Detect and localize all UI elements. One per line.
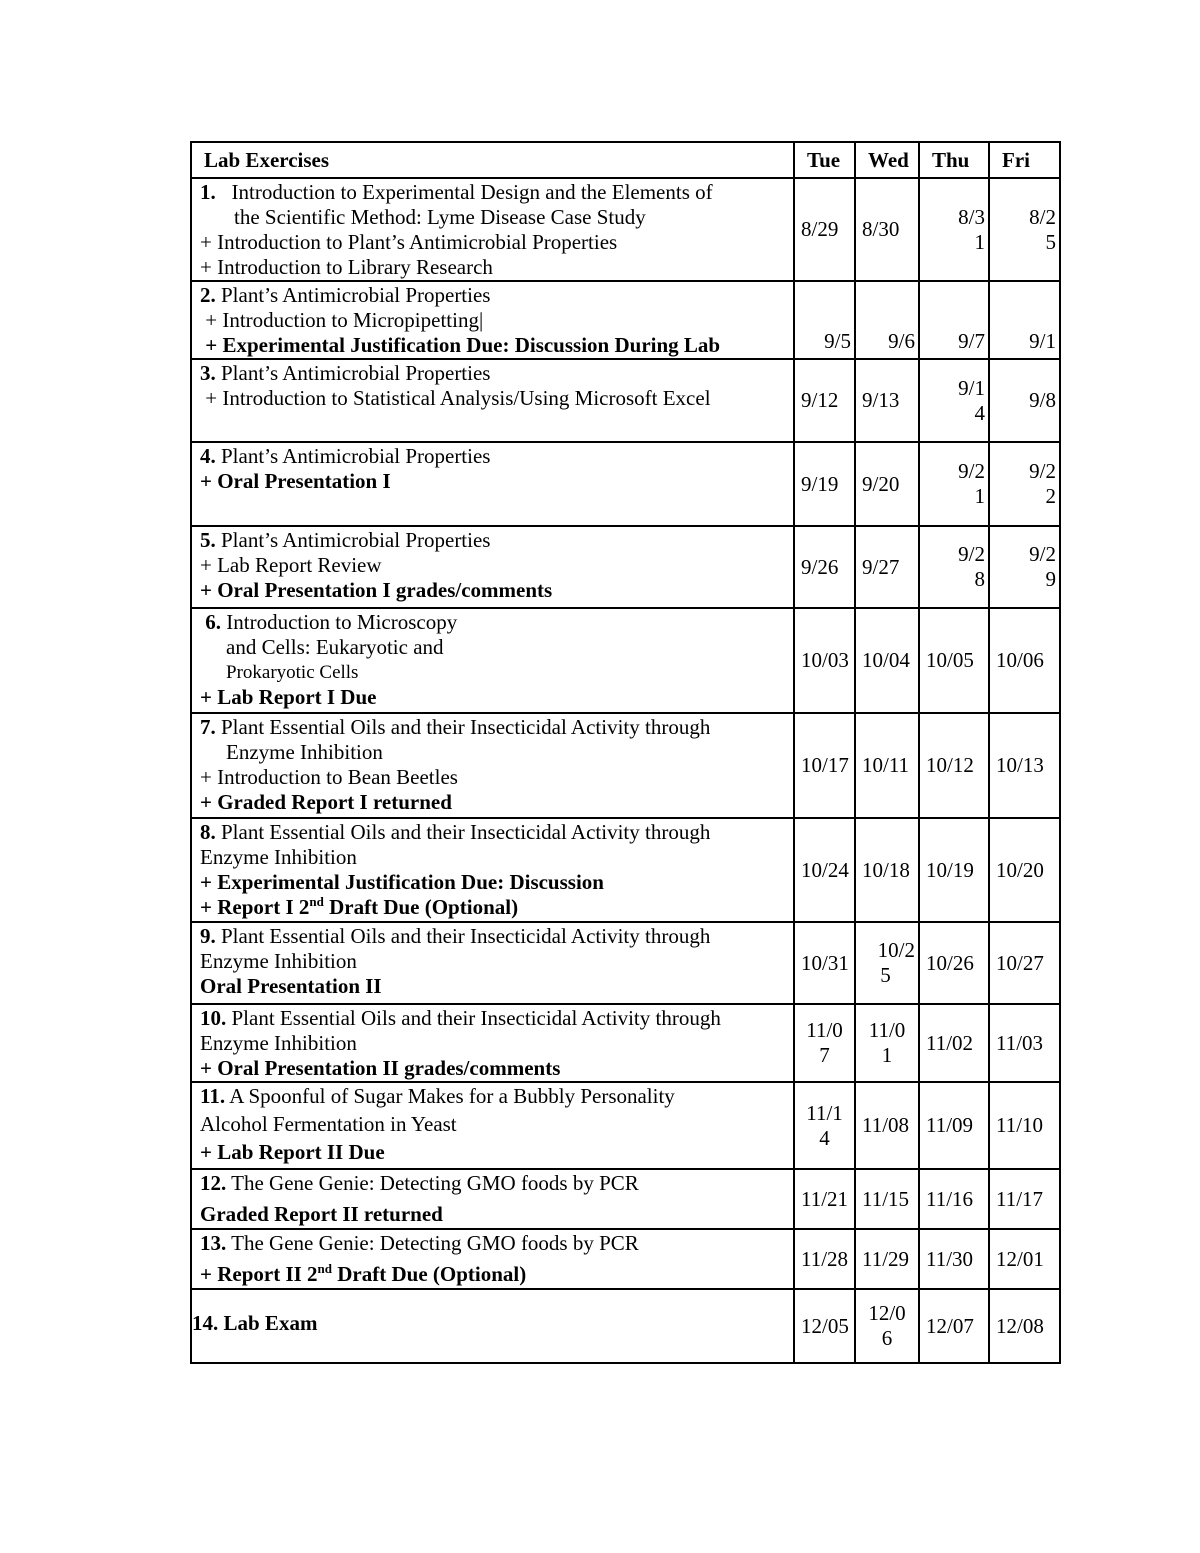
exercise-text: Plant’s Antimicrobial Properties: [221, 528, 491, 552]
exercise-text: Plant Essential Oils and their Insecticidal Activity through: [221, 820, 711, 844]
date-fri: 10/20: [989, 818, 1060, 922]
exercise-cell: [191, 608, 794, 713]
exercise-cell: [191, 922, 794, 1004]
table-row: [191, 922, 1060, 1004]
date-thu: 10/12: [919, 713, 989, 818]
exercise-cell: [191, 1082, 794, 1169]
date-tue: 11/28: [794, 1229, 855, 1289]
exercise-text: + Experimental Justification Due: Discussion: [200, 870, 604, 894]
superscript: nd: [309, 894, 324, 909]
date-wed: 11/0 1: [855, 1004, 919, 1082]
date-wed: 11/15: [855, 1169, 919, 1229]
exercise-text: Plant Essential Oils and their Insecticidal Activity through: [231, 1006, 721, 1030]
exercise-number: 9.: [200, 924, 216, 948]
exercise-text: Plant’s Antimicrobial Properties: [221, 444, 491, 468]
exercise-text: + Introduction to Statistical Analysis/Using Microsoft Excel: [205, 386, 711, 410]
date-thu: 9/7: [919, 281, 989, 359]
table-row: [191, 1229, 1060, 1289]
date-fri: 10/06: [989, 608, 1060, 713]
date-wed: 10/2 5: [855, 922, 919, 1004]
date-fri: 9/8: [989, 359, 1060, 442]
exercise-text: Lab Exam: [223, 1310, 318, 1335]
exercise-text: + Lab Report Review: [200, 553, 382, 577]
table-row: [191, 281, 1060, 359]
exercise-number: 14.: [192, 1310, 219, 1335]
date-thu: 8/3 1: [919, 178, 989, 281]
date-thu: 11/30: [919, 1229, 989, 1289]
date-tue: 10/24: [794, 818, 855, 922]
date-thu: 10/19: [919, 818, 989, 922]
date-wed: 9/20: [855, 442, 919, 526]
exercise-number: 10.: [200, 1006, 227, 1030]
date-wed: 10/04: [855, 608, 919, 713]
exercise-cell: [191, 1289, 794, 1363]
exercise-text: + Oral Presentation I grades/comments: [200, 578, 553, 602]
date-fri: 11/10: [989, 1082, 1060, 1169]
date-thu: 9/1 4: [919, 359, 989, 442]
date-thu: 10/05: [919, 608, 989, 713]
exercise-text: + Lab Report I Due: [200, 685, 377, 709]
exercise-text: Draft Due (Optional): [332, 1262, 527, 1286]
header-lab-exercises: Lab Exercises: [191, 142, 794, 178]
exercise-text: + Report I 2: [200, 895, 310, 919]
exercise-text: Oral Presentation II: [200, 974, 382, 998]
header-thu: Thu: [919, 142, 989, 178]
date-thu: 12/07: [919, 1289, 989, 1363]
table-row: [191, 442, 1060, 526]
date-wed: 10/11: [855, 713, 919, 818]
exercise-number: 7.: [200, 715, 216, 739]
exercise-text: + Graded Report I returned: [200, 790, 452, 814]
exercise-text: Plant’s Antimicrobial Properties: [221, 361, 491, 385]
date-tue: 11/1 4: [794, 1082, 855, 1169]
exercise-text: + Introduction to Library Research: [200, 255, 493, 279]
date-fri: 12/08: [989, 1289, 1060, 1363]
date-thu: 9/2 1: [919, 442, 989, 526]
exercise-number: 13.: [200, 1231, 227, 1255]
date-wed: 10/18: [855, 818, 919, 922]
date-wed: 11/08: [855, 1082, 919, 1169]
exercise-cell: [191, 713, 794, 818]
exercise-text: Plant’s Antimicrobial Properties: [221, 283, 491, 307]
exercise-text: the Scientific Method: Lyme Disease Case Study: [234, 205, 646, 229]
table-row: [191, 1169, 1060, 1229]
exercise-text: + Report II 2: [200, 1262, 318, 1286]
date-fri: 9/2 2: [989, 442, 1060, 526]
date-fri: 8/2 5: [989, 178, 1060, 281]
exercise-cell: [191, 1169, 794, 1229]
date-tue: 9/26: [794, 526, 855, 608]
lab-schedule-table: [190, 141, 1061, 1364]
exercise-text: Alcohol Fermentation in Yeast: [200, 1112, 457, 1136]
date-tue: 10/17: [794, 713, 855, 818]
exercise-text: Enzyme Inhibition: [200, 1031, 357, 1055]
exercise-text: and Cells: Eukaryotic and: [226, 635, 444, 659]
exercise-text: A Spoonful of Sugar Makes for a Bubbly Personality: [229, 1084, 675, 1108]
date-thu: 11/09: [919, 1082, 989, 1169]
date-fri: 12/01: [989, 1229, 1060, 1289]
exercise-number: 1.: [200, 180, 216, 204]
exercise-text: Enzyme Inhibition: [200, 949, 357, 973]
date-wed: 11/29: [855, 1229, 919, 1289]
exercise-text: + Lab Report II Due: [200, 1140, 385, 1164]
date-wed: 9/27: [855, 526, 919, 608]
exercise-text: Enzyme Inhibition: [226, 740, 383, 764]
exercise-cell: [191, 178, 794, 281]
header-row: [191, 142, 1060, 178]
exercise-text: Enzyme Inhibition: [200, 845, 357, 869]
header-fri: Fri: [989, 142, 1060, 178]
table-row: [191, 526, 1060, 608]
exercise-cell: [191, 442, 794, 526]
date-thu: 9/2 8: [919, 526, 989, 608]
date-tue: 11/21: [794, 1169, 855, 1229]
date-fri: 10/13: [989, 713, 1060, 818]
table-row: [191, 359, 1060, 442]
header-wed: Wed: [855, 142, 919, 178]
exercise-cell: [191, 818, 794, 922]
exercise-number: 4.: [200, 444, 216, 468]
exercise-text: + Introduction to Micropipetting|: [205, 308, 484, 332]
exercise-cell: [191, 359, 794, 442]
exercise-cell: [191, 1229, 794, 1289]
date-fri: 11/17: [989, 1169, 1060, 1229]
exercise-text: The Gene Genie: Detecting GMO foods by PCR: [231, 1231, 639, 1255]
exercise-text: Graded Report II returned: [200, 1202, 443, 1226]
superscript: nd: [317, 1261, 333, 1276]
date-wed: 9/13: [855, 359, 919, 442]
date-fri: 9/1: [989, 281, 1060, 359]
table-row: [191, 1289, 1060, 1363]
exercise-text: Introduction to Microscopy: [226, 610, 458, 634]
exercise-text: + Introduction to Bean Beetles: [200, 765, 458, 789]
date-fri: 11/03: [989, 1004, 1060, 1082]
date-thu: 11/02: [919, 1004, 989, 1082]
exercise-text: The Gene Genie: Detecting GMO foods by PCR: [231, 1171, 639, 1195]
exercise-text: Prokaryotic Cells: [226, 662, 359, 683]
table-row: [191, 1004, 1060, 1082]
exercise-number: 2.: [200, 283, 216, 307]
exercise-number: 11.: [200, 1084, 226, 1108]
exercise-number: 3.: [200, 361, 216, 385]
date-thu: 11/16: [919, 1169, 989, 1229]
date-fri: 9/2 9: [989, 526, 1060, 608]
exercise-text: Plant Essential Oils and their Insecticidal Activity through: [221, 924, 711, 948]
date-tue: 8/29: [794, 178, 855, 281]
date-wed: 8/30: [855, 178, 919, 281]
exercise-number: 5.: [200, 528, 216, 552]
table-row: [191, 608, 1060, 713]
exercise-text: + Experimental Justification Due: Discussion During Lab: [205, 333, 721, 357]
date-tue: 9/12: [794, 359, 855, 442]
date-tue: 10/31: [794, 922, 855, 1004]
exercise-cell: [191, 526, 794, 608]
exercise-number: 8.: [200, 820, 216, 844]
table-row: [191, 713, 1060, 818]
exercise-cell: [191, 281, 794, 359]
exercise-text: Plant Essential Oils and their Insecticidal Activity through: [221, 715, 711, 739]
exercise-text: + Introduction to Plant’s Antimicrobial Properties: [200, 230, 618, 254]
date-tue: 9/5: [794, 281, 855, 359]
table-row: [191, 178, 1060, 281]
exercise-cell: [191, 1004, 794, 1082]
date-tue: 12/05: [794, 1289, 855, 1363]
header-tue: Tue: [794, 142, 855, 178]
date-tue: 10/03: [794, 608, 855, 713]
table-row: [191, 818, 1060, 922]
date-fri: 10/27: [989, 922, 1060, 1004]
table-row: [191, 1082, 1060, 1169]
date-tue: 11/0 7: [794, 1004, 855, 1082]
exercise-text: Draft Due (Optional): [323, 895, 519, 919]
exercise-text: + Oral Presentation I: [200, 469, 391, 493]
exercise-number: 12.: [200, 1171, 227, 1195]
exercise-text: + Oral Presentation II grades/comments: [200, 1056, 561, 1080]
date-wed: 12/0 6: [855, 1289, 919, 1363]
date-wed: 9/6: [855, 281, 919, 359]
exercise-text: Introduction to Experimental Design and the Elements of: [231, 180, 713, 204]
date-tue: 9/19: [794, 442, 855, 526]
exercise-number: 6.: [205, 610, 221, 634]
date-thu: 10/26: [919, 922, 989, 1004]
